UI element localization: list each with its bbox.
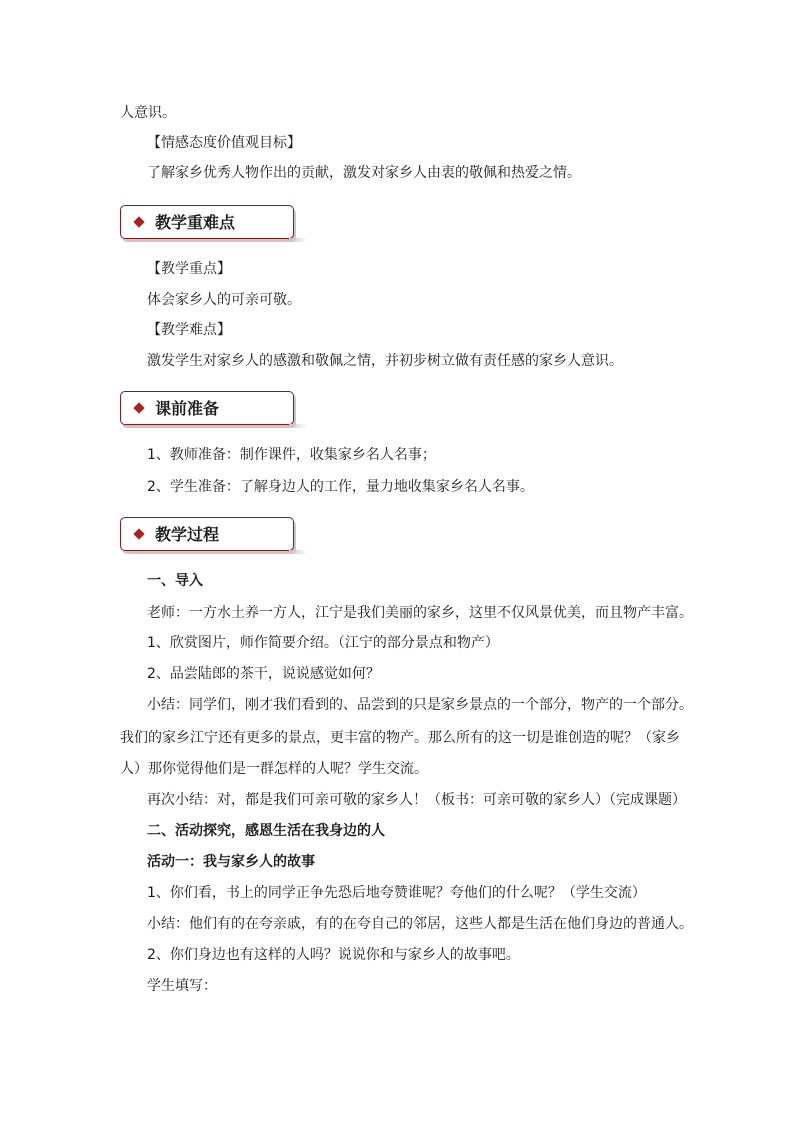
process-line: 1、欣赏图片，师作简要介绍。（江宁的部分景点和物产） — [147, 635, 499, 651]
goal-heading: 【情感态度价值观目标】 — [147, 135, 301, 151]
goal-text: 了解家乡优秀人物作出的贡献，激发对家乡人由衷的敬佩和热爱之情。 — [147, 165, 581, 181]
activity-line: 2、你们身边也有这样的人吗？说说你和与家乡人的故事吧。 — [147, 947, 520, 963]
section-header-process — [120, 517, 294, 551]
preparation-item: 2、学生准备：了解身边人的工作，量力地收集家乡名人名事。 — [147, 479, 534, 495]
focus-label: 【教学重点】 — [147, 261, 231, 277]
process-line: 我们的家乡江宁还有更多的景点，更丰富的物产。那么所有的这一切是谁创造的呢？（家乡 — [120, 730, 680, 746]
section-title: 教学重难点 — [155, 213, 236, 232]
difficulty-label: 【教学难点】 — [147, 322, 231, 338]
section-title: 课前准备 — [155, 399, 220, 418]
process-line: 老师：一方水土养一方人，江宁是我们美丽的家乡，这里不仅风景优美，而且物产丰富。 — [147, 605, 693, 621]
diamond-bullet-icon — [133, 216, 144, 227]
section-header-key-points — [120, 205, 294, 239]
section-title: 教学过程 — [155, 525, 220, 544]
intro-tail-text: 人意识。 — [120, 105, 176, 121]
activity-line: 1、你们看，书上的同学正争先恐后地夸赞谁呢？夸他们的什么呢？（学生交流） — [147, 885, 646, 901]
activity1-heading: 活动一：我与家乡人的故事 — [147, 854, 315, 870]
activity-line: 学生填写： — [147, 978, 217, 994]
process-line: 再次小结：对，都是我们可亲可敬的家乡人！（板书：可亲可敬的家乡人）（完成课题） — [147, 792, 686, 808]
part2-heading: 二、活动探究，感恩生活在我身边的人 — [147, 823, 385, 839]
shadow-decoration — [289, 550, 307, 554]
focus-text: 体会家乡人的可亲可敬。 — [147, 292, 301, 308]
process-line: 2、品尝陆郎的茶干，说说感觉如何？ — [147, 666, 380, 682]
shadow-decoration — [289, 238, 307, 242]
preparation-item: 1、教师准备：制作课件，收集家乡名人名事； — [147, 447, 436, 463]
shadow-decoration — [289, 424, 307, 428]
process-line: 小结：同学们，刚才我们看到的、品尝到的只是家乡景点的一个部分，物产的一个部分。 — [147, 697, 693, 713]
diamond-bullet-icon — [133, 402, 144, 413]
process-line: 人）那你觉得他们是一群怎样的人呢？学生交流。 — [120, 761, 428, 777]
diamond-bullet-icon — [133, 528, 144, 539]
part1-heading: 一、导入 — [147, 573, 203, 589]
difficulty-text: 激发学生对家乡人的感激和敬佩之情，并初步树立做有责任感的家乡人意识。 — [147, 353, 623, 369]
section-header-preparation — [120, 391, 294, 425]
activity-line: 小结：他们有的在夸亲戚，有的在夸自己的邻居，这些人都是生活在他们身边的普通人。 — [147, 916, 693, 932]
